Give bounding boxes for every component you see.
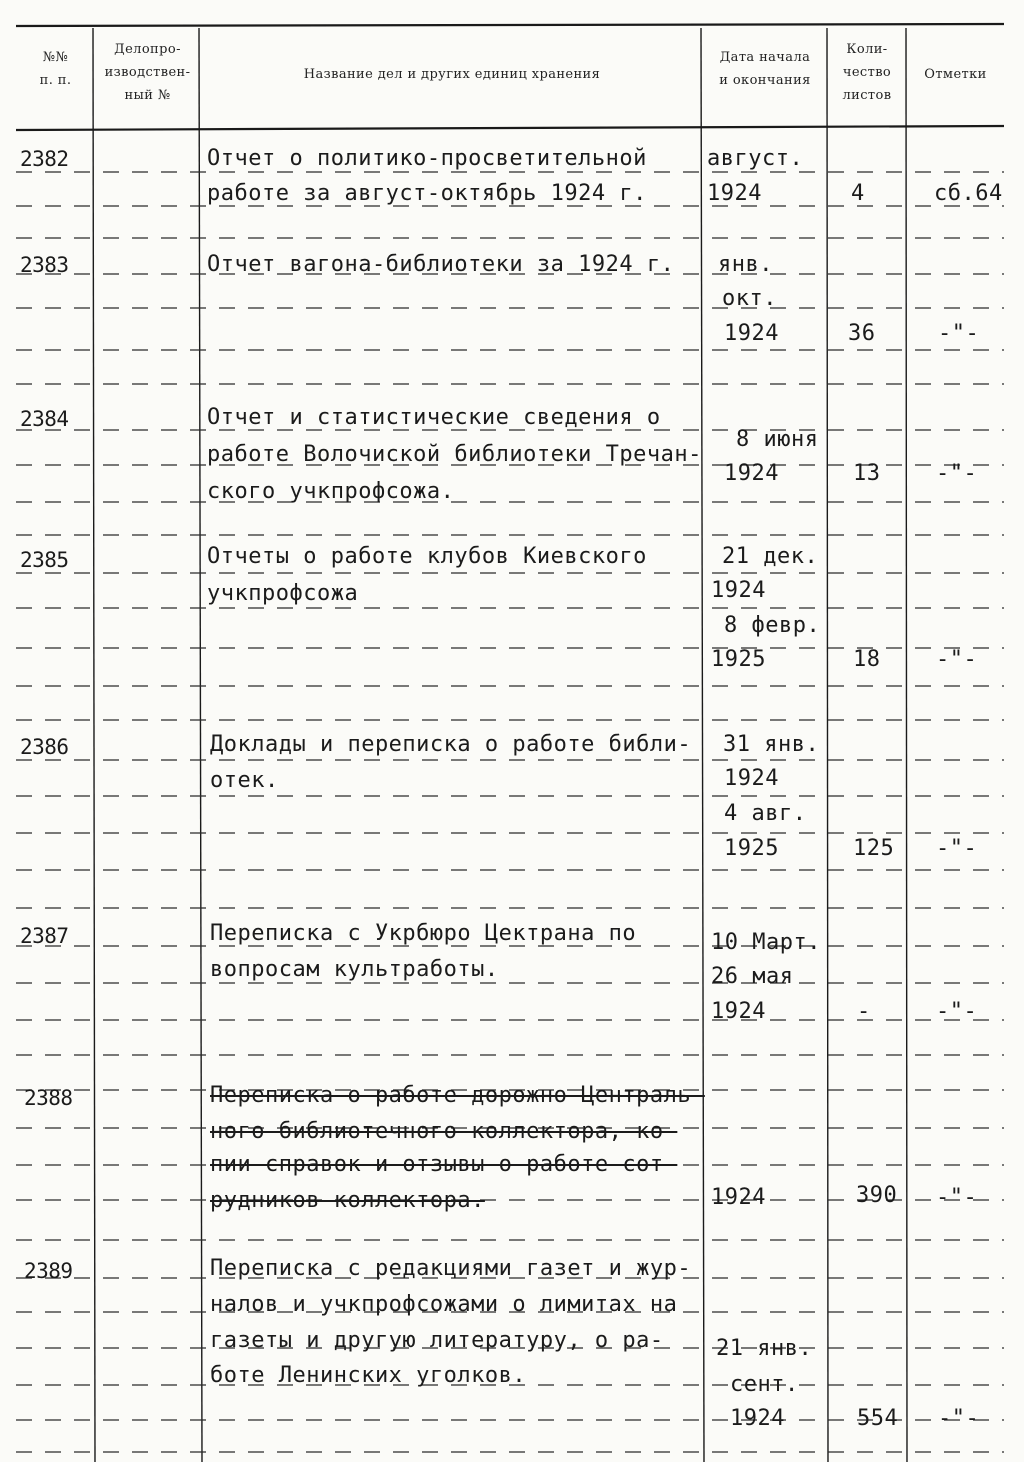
header-sheets [828, 38, 906, 107]
record-title-line: вопросам культработы. [210, 957, 499, 982]
header-title-label: Название дел и других единиц хранения [303, 67, 601, 82]
header-office-number [95, 38, 200, 107]
record-note: -"- [938, 321, 980, 346]
record-date: окт. [722, 286, 777, 311]
header-notes [907, 63, 1004, 86]
record-date: 21 янв. [716, 1336, 813, 1361]
record-note: сб.64 [934, 181, 1003, 206]
record-title-line: ского учкпрофсожа. [207, 479, 455, 504]
header-number-label: №№ п. п. [39, 50, 72, 88]
record-date: 31 янв. [723, 732, 820, 757]
record-title-line: Переписка с Укрбюро Цектрана по [210, 921, 637, 946]
record-sheet-count: 36 [848, 321, 876, 346]
record-title-line: газеты и другую литературу, о ра- [210, 1328, 664, 1353]
record-title-line: боте Ленинских уголков. [210, 1363, 527, 1388]
record-title-line: рудников коллектора. [210, 1188, 485, 1213]
record-date: сент. [730, 1372, 799, 1397]
record-date: 8 февр. [724, 613, 821, 638]
record-note: -"- [936, 461, 978, 486]
record-date: 4 авг. [724, 801, 807, 826]
record-date: 1924 [724, 766, 779, 791]
record-number: 2386 [20, 735, 69, 759]
record-number: 2389 [24, 1259, 73, 1283]
record-date: 1924 [724, 321, 779, 346]
header-title [202, 63, 702, 86]
record-date: 21 дек. [722, 544, 819, 569]
record-sheet-count: 390 [856, 1183, 898, 1208]
record-title-line: работе за август-октябрь 1924 г. [207, 181, 647, 206]
record-title-line: Переписка о работе дорожно-Централь- [210, 1083, 705, 1108]
header-sheets-label: Коли- чество листов [842, 42, 892, 103]
record-sheet-count: 4 [851, 181, 865, 206]
record-number: 2385 [20, 548, 69, 572]
record-sheet-count: 125 [853, 836, 895, 861]
header-office-label: Делопро- изводствен- ный № [104, 42, 191, 103]
record-date: 1925 [711, 647, 766, 672]
record-note: -"- [936, 647, 978, 672]
record-sheet-count: 13 [853, 461, 881, 486]
record-date: 1924 [707, 181, 762, 206]
record-sheet-count: - [857, 999, 871, 1024]
record-date: 1925 [724, 836, 779, 861]
record-date: 1924 [730, 1406, 785, 1431]
record-title-line: Отчет вагона-библиотеки за 1924 г. [207, 252, 675, 277]
record-date: 26 мая [711, 964, 794, 989]
record-date: 1924 [711, 1185, 766, 1210]
record-number: 2383 [20, 253, 69, 277]
record-date: янв. [718, 252, 773, 277]
record-date: 1924 [711, 578, 766, 603]
record-note: -"- [938, 1406, 980, 1431]
record-title-line: Отчет и статистические сведения о [207, 405, 661, 430]
header-dates [703, 46, 827, 92]
record-title-line: Доклады и переписка о работе библи- [210, 732, 692, 757]
record-sheet-count: 18 [853, 647, 881, 672]
record-date: август. [707, 146, 804, 171]
record-note: -"- [936, 999, 978, 1024]
record-date: 1924 [711, 999, 766, 1024]
record-title-line: пии справок и отзывы о работе сот- [210, 1152, 678, 1177]
record-number: 2387 [20, 924, 69, 948]
record-date: 8 июня [736, 427, 819, 452]
record-title-line: работе Волочиской библиотеки Тречан- [207, 442, 702, 467]
record-date: 10 Март. [711, 930, 821, 955]
header-notes-label: Отметки [924, 67, 987, 82]
record-title-line: отек. [210, 768, 279, 793]
record-title-line: Отчет о политико-просветительной [207, 146, 647, 171]
header-number [18, 46, 93, 92]
record-date: 1924 [724, 461, 779, 486]
record-title-line: учкпрофсожа [207, 581, 359, 606]
record-number: 2388 [24, 1086, 73, 1110]
record-note: -"- [936, 1185, 978, 1210]
record-number: 2384 [20, 407, 69, 431]
record-title-line: налов и учкпрофсожами о лимитах на [210, 1292, 678, 1317]
record-note: -"- [936, 836, 978, 861]
record-title-line: Переписка с редакциями газет и жур- [210, 1256, 692, 1281]
record-title-line: Отчеты о работе клубов Киевского [207, 544, 647, 569]
header-dates-label: Дата начала и окончания [719, 50, 811, 88]
record-number: 2382 [20, 147, 69, 171]
record-sheet-count: 554 [857, 1406, 899, 1431]
record-title-line: ного библиотечного коллектора, ко- [210, 1119, 678, 1144]
